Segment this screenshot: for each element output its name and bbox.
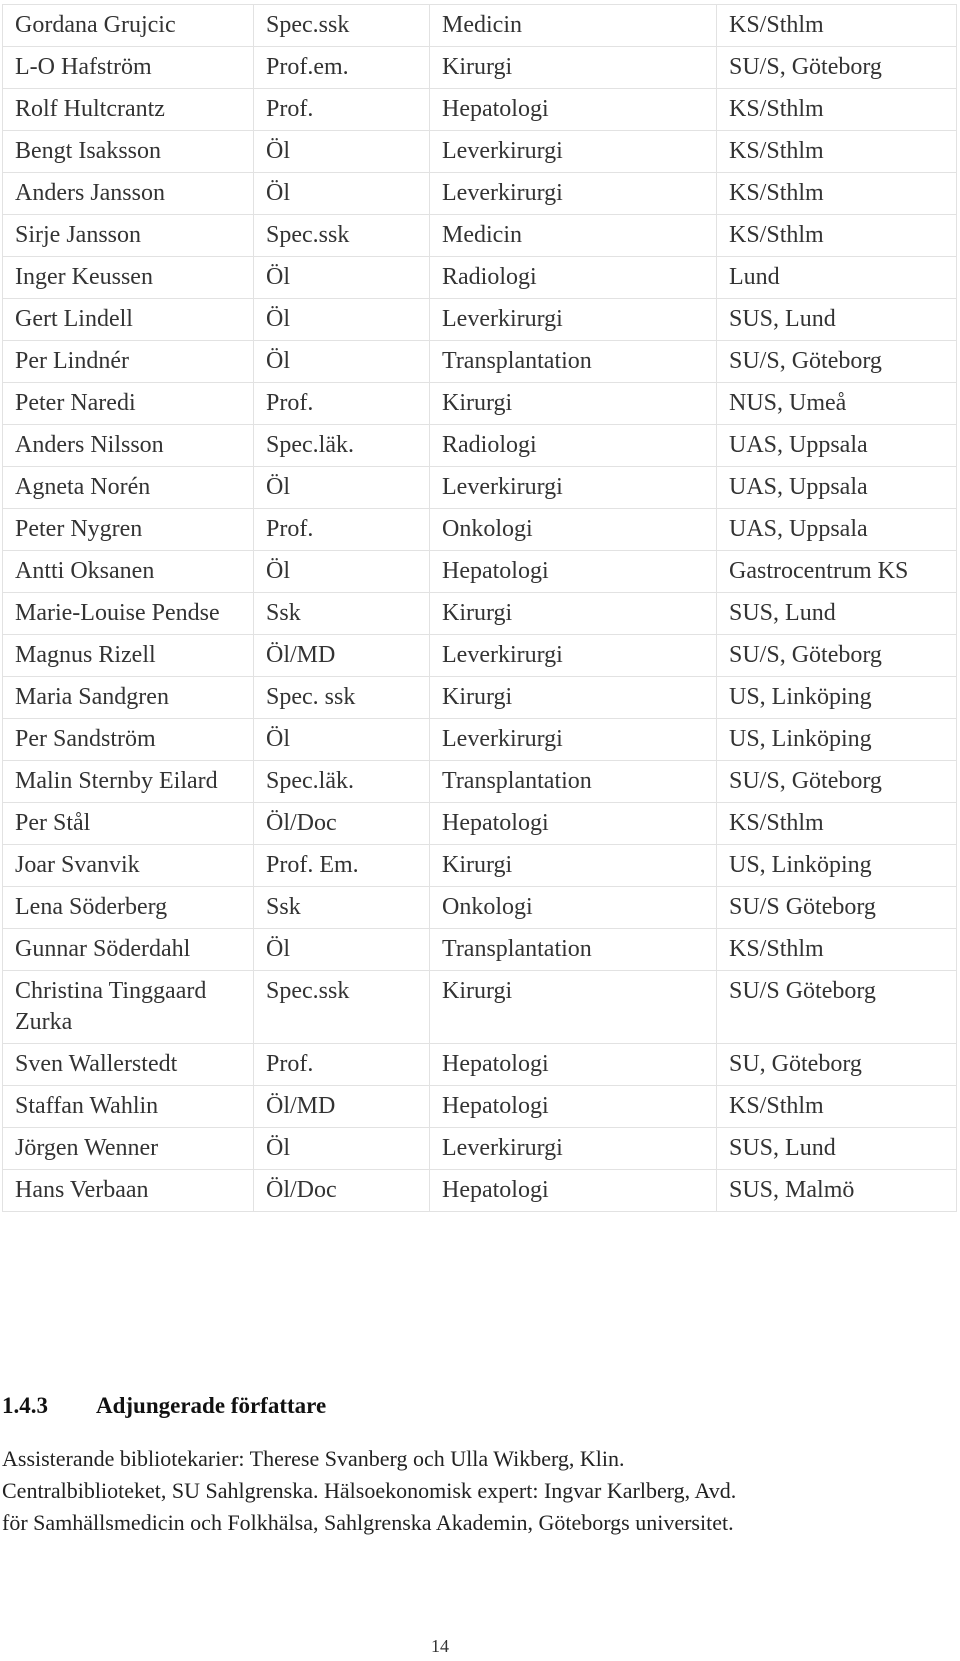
- author-title-cell: Ssk: [254, 887, 430, 929]
- author-title-cell: Spec.ssk: [254, 5, 430, 47]
- author-title-cell: Ssk: [254, 593, 430, 635]
- author-affiliation-cell: SUS, Lund: [717, 299, 957, 341]
- author-affiliation-cell: SUS, Lund: [717, 593, 957, 635]
- author-name-cell: Gunnar Söderdahl: [3, 929, 254, 971]
- table-row: [3, 1170, 957, 1212]
- author-affiliation-cell: SU/S, Göteborg: [717, 635, 957, 677]
- section-heading: [2, 1393, 326, 1419]
- author-title-cell: Prof.: [254, 1044, 430, 1086]
- table-row: [3, 971, 957, 1044]
- author-title-cell: Spec.läk.: [254, 425, 430, 467]
- author-name-cell: Gordana Grujcic: [3, 5, 254, 47]
- author-affiliation-cell: KS/Sthlm: [717, 215, 957, 257]
- author-name-cell: Malin Sternby Eilard: [3, 761, 254, 803]
- author-affiliation-cell: KS/Sthlm: [717, 5, 957, 47]
- author-title-cell: Öl: [254, 131, 430, 173]
- author-name-cell: Peter Naredi: [3, 383, 254, 425]
- author-title-cell: Öl: [254, 299, 430, 341]
- author-affiliation-cell: KS/Sthlm: [717, 929, 957, 971]
- author-name-cell: Peter Nygren: [3, 509, 254, 551]
- author-affiliation-cell: KS/Sthlm: [717, 1086, 957, 1128]
- body-line: Centralbiblioteket, SU Sahlgrenska. Hälsoekonomisk expert: Ingvar Karlberg, Avd.: [2, 1478, 737, 1503]
- author-name-cell: Per Lindnér: [3, 341, 254, 383]
- author-specialty-cell: Kirurgi: [430, 845, 717, 887]
- author-specialty-cell: Radiologi: [430, 425, 717, 467]
- author-title-cell: Spec.läk.: [254, 761, 430, 803]
- author-specialty-cell: Hepatologi: [430, 1044, 717, 1086]
- author-title-cell: Öl/MD: [254, 1086, 430, 1128]
- author-affiliation-cell: KS/Sthlm: [717, 803, 957, 845]
- section-body: [2, 1443, 902, 1539]
- author-specialty-cell: Kirurgi: [430, 971, 717, 1044]
- author-name-cell: Christina Tinggaard Zurka: [3, 971, 254, 1044]
- table-row: [3, 719, 957, 761]
- author-specialty-cell: Kirurgi: [430, 383, 717, 425]
- section-number: 1.4.3: [2, 1393, 48, 1418]
- author-specialty-cell: Leverkirurgi: [430, 173, 717, 215]
- author-title-cell: Öl: [254, 467, 430, 509]
- author-name-cell: Bengt Isaksson: [3, 131, 254, 173]
- author-title-cell: Prof.: [254, 509, 430, 551]
- author-title-cell: Prof.: [254, 383, 430, 425]
- table-row: [3, 47, 957, 89]
- table-row: [3, 551, 957, 593]
- author-affiliation-cell: SU/S Göteborg: [717, 887, 957, 929]
- author-affiliation-cell: SU/S, Göteborg: [717, 47, 957, 89]
- author-specialty-cell: Leverkirurgi: [430, 719, 717, 761]
- table-row: [3, 215, 957, 257]
- author-specialty-cell: Transplantation: [430, 341, 717, 383]
- author-affiliation-cell: US, Linköping: [717, 719, 957, 761]
- author-name-cell: Gert Lindell: [3, 299, 254, 341]
- author-affiliation-cell: UAS, Uppsala: [717, 509, 957, 551]
- author-specialty-cell: Radiologi: [430, 257, 717, 299]
- table-row: [3, 341, 957, 383]
- table-row: [3, 1044, 957, 1086]
- author-name-cell: Per Stål: [3, 803, 254, 845]
- author-affiliation-cell: Gastrocentrum KS: [717, 551, 957, 593]
- author-specialty-cell: Medicin: [430, 215, 717, 257]
- author-title-cell: Öl: [254, 551, 430, 593]
- author-specialty-cell: Kirurgi: [430, 677, 717, 719]
- author-affiliation-cell: US, Linköping: [717, 677, 957, 719]
- table-row: [3, 929, 957, 971]
- author-affiliation-cell: SU/S, Göteborg: [717, 341, 957, 383]
- author-specialty-cell: Leverkirurgi: [430, 299, 717, 341]
- table-row: [3, 845, 957, 887]
- table-row: [3, 761, 957, 803]
- author-affiliation-cell: KS/Sthlm: [717, 131, 957, 173]
- author-name-cell: Per Sandström: [3, 719, 254, 761]
- author-specialty-cell: Hepatologi: [430, 1170, 717, 1212]
- author-name-cell: Marie-Louise Pendse: [3, 593, 254, 635]
- author-specialty-cell: Leverkirurgi: [430, 635, 717, 677]
- table-row: [3, 5, 957, 47]
- author-specialty-cell: Kirurgi: [430, 47, 717, 89]
- body-line: för Samhällsmedicin och Folkhälsa, Sahlgrenska Akademin, Göteborgs universitet.: [2, 1510, 734, 1535]
- author-affiliation-cell: UAS, Uppsala: [717, 425, 957, 467]
- author-specialty-cell: Hepatologi: [430, 1086, 717, 1128]
- author-name-cell: Inger Keussen: [3, 257, 254, 299]
- table-row: [3, 803, 957, 845]
- author-name-cell: Magnus Rizell: [3, 635, 254, 677]
- table-row: [3, 509, 957, 551]
- author-affiliation-cell: UAS, Uppsala: [717, 467, 957, 509]
- author-title-cell: Spec.ssk: [254, 215, 430, 257]
- author-affiliation-cell: Lund: [717, 257, 957, 299]
- author-title-cell: Öl: [254, 1128, 430, 1170]
- author-title-cell: Prof. Em.: [254, 845, 430, 887]
- table-row: [3, 593, 957, 635]
- author-specialty-cell: Hepatologi: [430, 551, 717, 593]
- author-name-cell: Jörgen Wenner: [3, 1128, 254, 1170]
- author-affiliation-cell: SU, Göteborg: [717, 1044, 957, 1086]
- author-name-cell: Agneta Norén: [3, 467, 254, 509]
- body-line: Assisterande bibliotekarier: Therese Svanberg och Ulla Wikberg, Klin.: [2, 1446, 625, 1471]
- author-title-cell: Spec.ssk: [254, 971, 430, 1044]
- author-title-cell: Spec. ssk: [254, 677, 430, 719]
- author-name-cell: Staffan Wahlin: [3, 1086, 254, 1128]
- author-name-cell: Antti Oksanen: [3, 551, 254, 593]
- table-row: [3, 887, 957, 929]
- author-affiliation-cell: SU/S, Göteborg: [717, 761, 957, 803]
- author-affiliation-cell: NUS, Umeå: [717, 383, 957, 425]
- author-title-cell: Öl: [254, 929, 430, 971]
- author-specialty-cell: Kirurgi: [430, 593, 717, 635]
- author-title-cell: Öl: [254, 257, 430, 299]
- author-affiliation-cell: SUS, Lund: [717, 1128, 957, 1170]
- author-affiliation-cell: KS/Sthlm: [717, 89, 957, 131]
- author-name-cell: Anders Jansson: [3, 173, 254, 215]
- author-name-cell: Anders Nilsson: [3, 425, 254, 467]
- author-specialty-cell: Transplantation: [430, 929, 717, 971]
- author-table-body: [3, 5, 957, 1212]
- author-specialty-cell: Hepatologi: [430, 803, 717, 845]
- author-title-cell: Prof.em.: [254, 47, 430, 89]
- author-affiliation-cell: SUS, Malmö: [717, 1170, 957, 1212]
- table-row: [3, 299, 957, 341]
- author-specialty-cell: Transplantation: [430, 761, 717, 803]
- author-name-cell: Maria Sandgren: [3, 677, 254, 719]
- author-name-cell: Joar Svanvik: [3, 845, 254, 887]
- table-row: [3, 467, 957, 509]
- author-name-cell: L-O Hafström: [3, 47, 254, 89]
- author-specialty-cell: Leverkirurgi: [430, 1128, 717, 1170]
- table-row: [3, 173, 957, 215]
- table-row: [3, 677, 957, 719]
- author-specialty-cell: Onkologi: [430, 509, 717, 551]
- author-name-cell: Sirje Jansson: [3, 215, 254, 257]
- author-name-cell: Rolf Hultcrantz: [3, 89, 254, 131]
- author-affiliation-cell: US, Linköping: [717, 845, 957, 887]
- section-title: Adjungerade författare: [96, 1393, 327, 1418]
- author-title-cell: Prof.: [254, 89, 430, 131]
- author-title-cell: Öl: [254, 341, 430, 383]
- table-row: [3, 131, 957, 173]
- author-title-cell: Öl/MD: [254, 635, 430, 677]
- table-row: [3, 425, 957, 467]
- author-name-cell: Sven Wallerstedt: [3, 1044, 254, 1086]
- table-row: [3, 635, 957, 677]
- author-name-cell: Hans Verbaan: [3, 1170, 254, 1212]
- author-affiliation-cell: KS/Sthlm: [717, 173, 957, 215]
- table-row: [3, 1128, 957, 1170]
- author-title-cell: Öl/Doc: [254, 1170, 430, 1212]
- author-specialty-cell: Leverkirurgi: [430, 131, 717, 173]
- table-row: [3, 89, 957, 131]
- author-title-cell: Öl/Doc: [254, 803, 430, 845]
- page-number: 14: [431, 1636, 449, 1656]
- author-specialty-cell: Leverkirurgi: [430, 467, 717, 509]
- author-name-cell: Lena Söderberg: [3, 887, 254, 929]
- author-specialty-cell: Medicin: [430, 5, 717, 47]
- author-specialty-cell: Onkologi: [430, 887, 717, 929]
- author-affiliation-cell: SU/S Göteborg: [717, 971, 957, 1044]
- author-specialty-cell: Hepatologi: [430, 89, 717, 131]
- table-row: [3, 383, 957, 425]
- author-title-cell: Öl: [254, 719, 430, 761]
- author-table: [2, 4, 957, 1212]
- table-row: [3, 1086, 957, 1128]
- author-title-cell: Öl: [254, 173, 430, 215]
- table-row: [3, 257, 957, 299]
